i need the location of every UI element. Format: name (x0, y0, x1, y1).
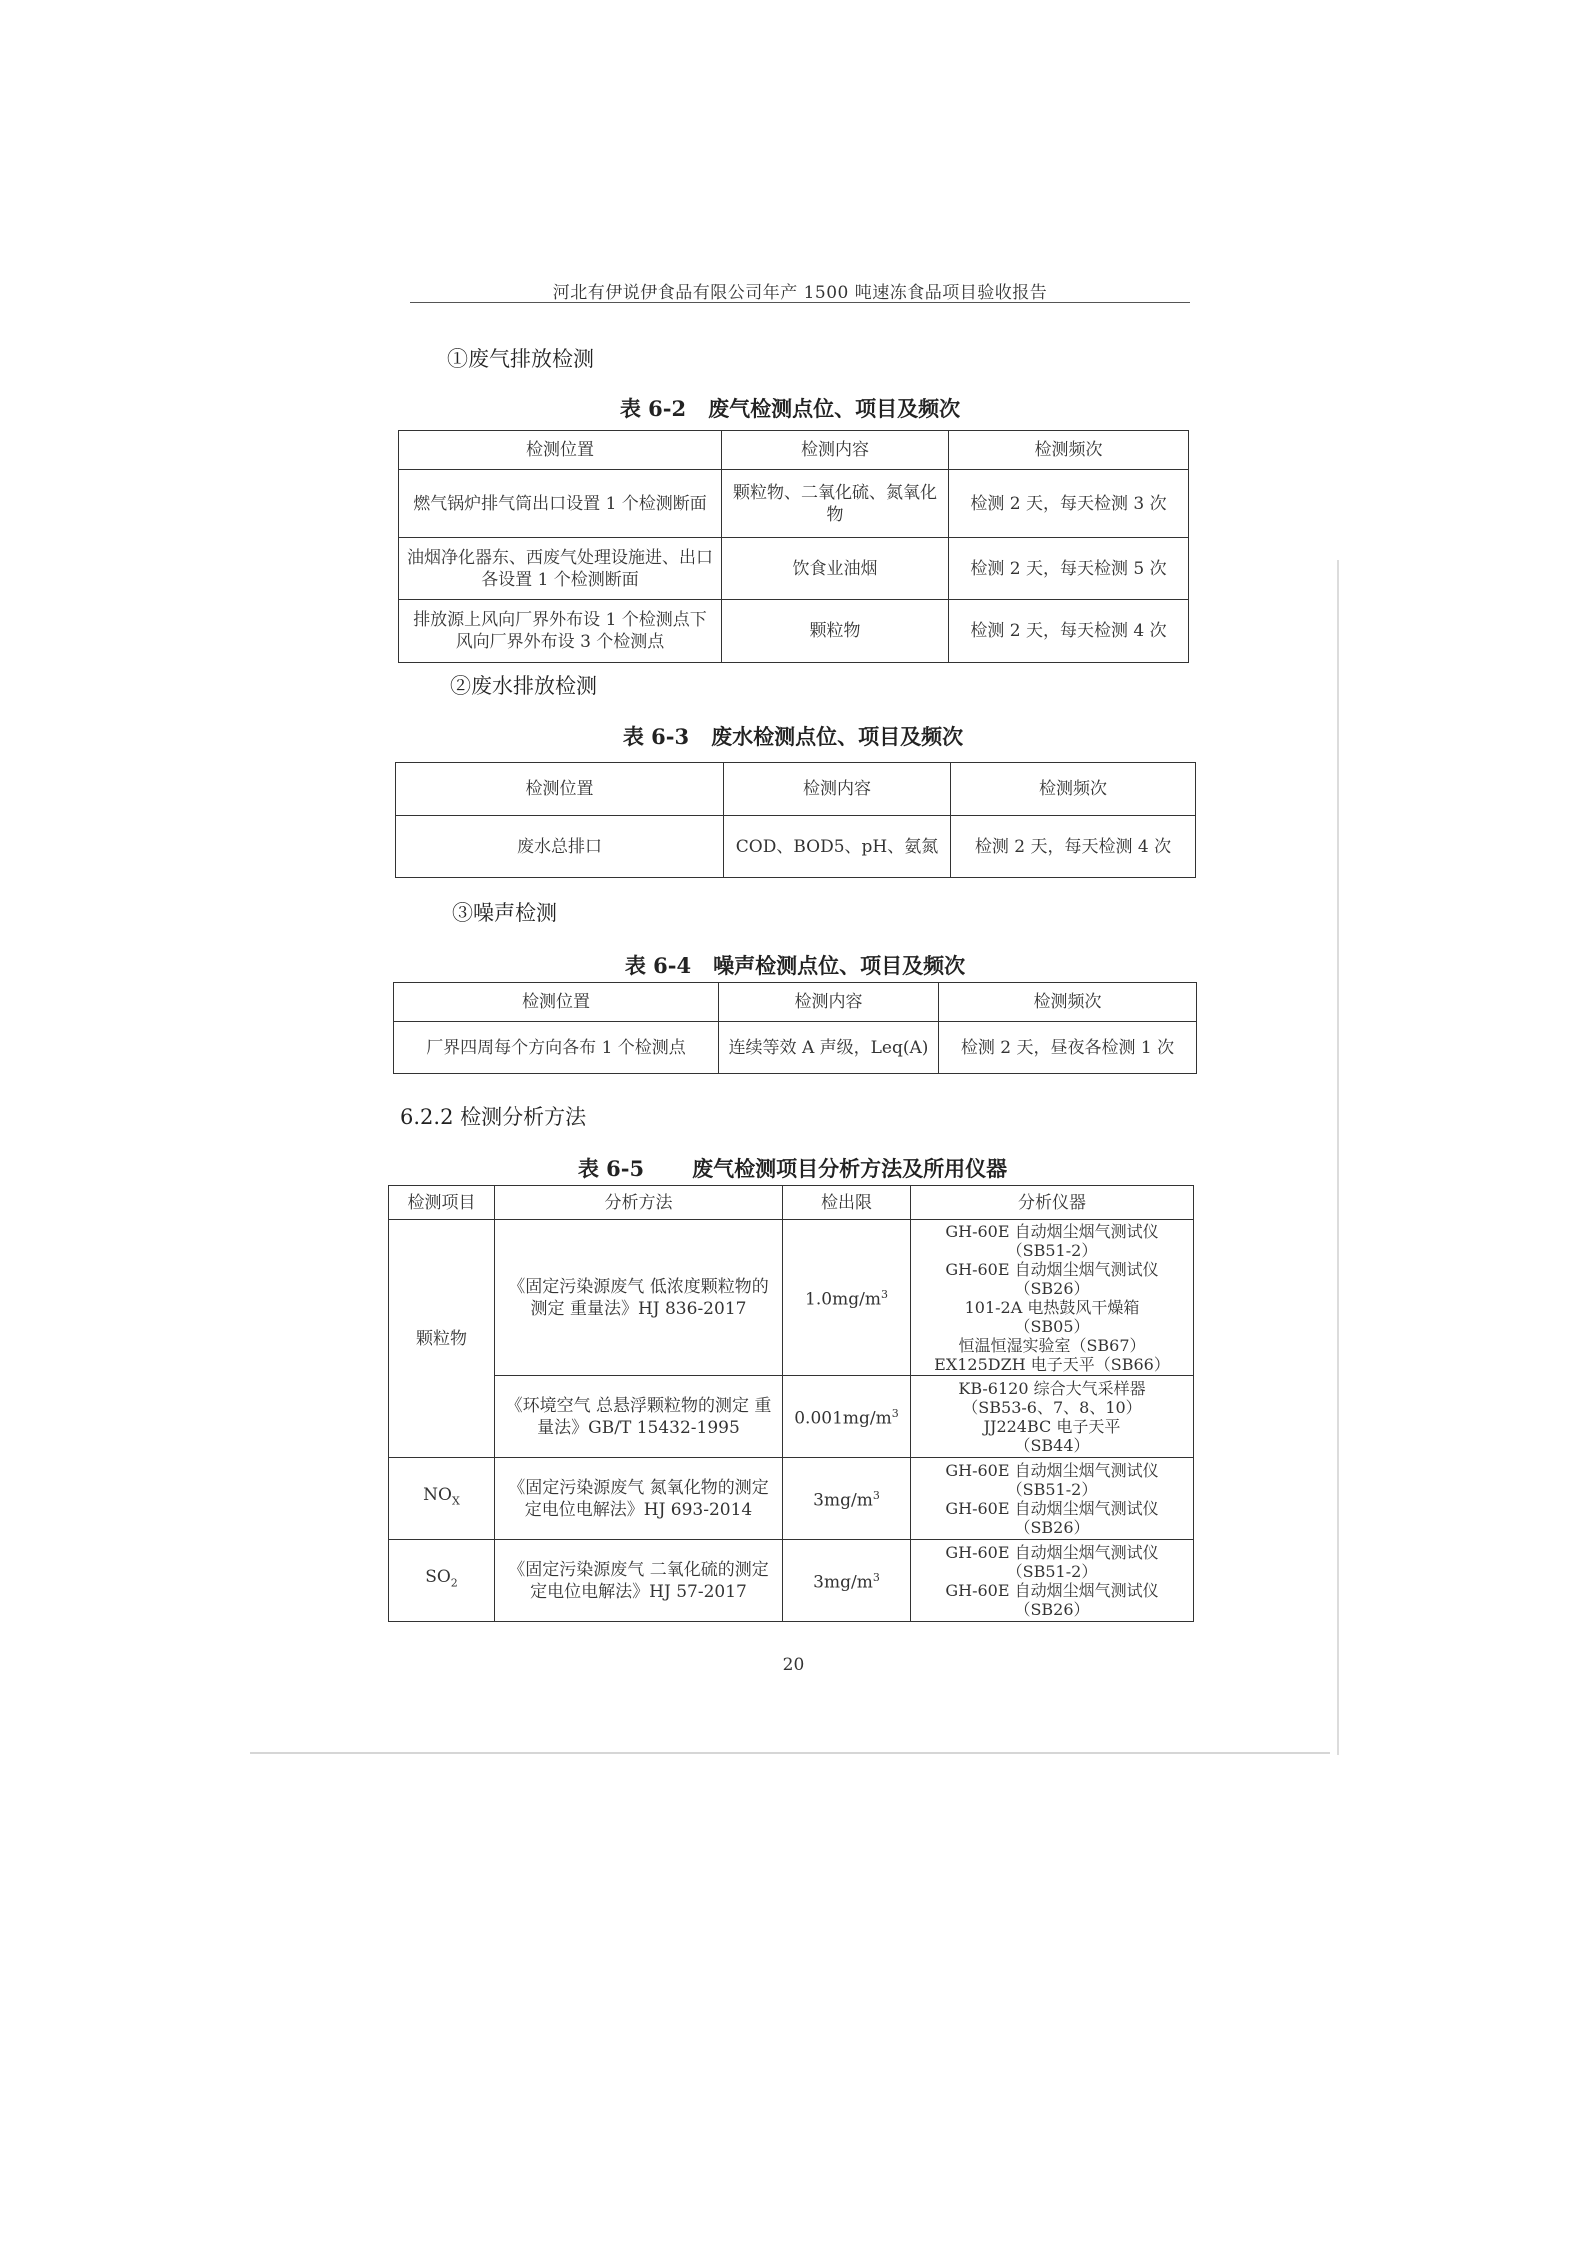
instrument-line: GH-60E 自动烟尘烟气测试仪 (945, 1580, 1159, 1600)
header-cell: 分析方法 (495, 1186, 783, 1220)
item-nox: NO (423, 1485, 452, 1506)
table-cell-instruments (911, 1458, 1194, 1540)
table-cell-method: 《固定污染源废气 低浓度颗粒物的测定 重量法》HJ 836-2017 (495, 1220, 783, 1376)
header-cell: 检测位置 (396, 763, 724, 816)
table-cell: 排放源上风向厂界外布设 1 个检测点下风向厂界外布设 3 个检测点 (399, 600, 722, 663)
report-header-title: 河北有伊说伊食品有限公司年产 1500 吨速冻食品项目验收报告 (552, 283, 1048, 303)
unit-superscript: 3 (872, 1489, 880, 1503)
instrument-line: GH-60E 自动烟尘烟气测试仪 (945, 1259, 1159, 1279)
section-analysis-methods-heading: 6.2.2 检测分析方法 (400, 1105, 587, 1129)
table-cell: 废水总排口 (396, 816, 724, 878)
table-header-row (394, 983, 1197, 1022)
table-cell: 检测 2 天，每天检测 3 次 (949, 470, 1189, 538)
table-row (389, 1376, 1194, 1458)
table-row (396, 816, 1196, 878)
header-cell: 检出限 (783, 1186, 911, 1220)
table-cell-item (389, 1458, 495, 1540)
header-cell: 检测频次 (951, 763, 1196, 816)
limit-value: 3mg/m (813, 1490, 873, 1511)
table-cell: 检测 2 天，每天检测 4 次 (951, 816, 1196, 878)
table-6-4-title: 噪声检测点位、项目及频次 (713, 953, 966, 978)
instrument-line: 恒温恒湿实验室（SB67） (958, 1335, 1146, 1355)
table-6-5-number: 表 6-5 (577, 1156, 645, 1181)
table-cell: 颗粒物 (722, 600, 949, 663)
table-6-5-title: 废气检测项目分析方法及所用仪器 (692, 1156, 1008, 1181)
table-cell: 燃气锅炉排气筒出口设置 1 个检测断面 (399, 470, 722, 538)
table-row (389, 1540, 1194, 1622)
section-noise-heading: ③噪声检测 (452, 901, 557, 925)
table-cell: COD、BOD5、pH、氨氮 (724, 816, 951, 878)
instrument-line: JJ224BC 电子天平 (983, 1416, 1121, 1436)
table-cell: 饮食业油烟 (722, 538, 949, 600)
instrument-line: （SB51-2） (1006, 1479, 1098, 1499)
table-6-4 (393, 982, 1197, 1074)
instrument-line: KB-6120 综合大气采样器 (958, 1378, 1146, 1398)
page-number: 20 (782, 1655, 805, 1675)
table-6-5 (388, 1185, 1194, 1622)
limit-value: 1.0mg/m (805, 1289, 881, 1310)
section-exhaust-heading: ①废气排放检测 (447, 347, 594, 371)
instrument-line: GH-60E 自动烟尘烟气测试仪 (945, 1221, 1159, 1241)
table-header-row (389, 1186, 1194, 1220)
limit-value: 0.001mg/m (794, 1408, 892, 1429)
table-row (399, 600, 1189, 663)
table-6-4-number: 表 6-4 (624, 953, 692, 978)
table-header-row (396, 763, 1196, 816)
scan-edge-line (250, 1752, 1330, 1754)
table-cell: 检测 2 天，昼夜各检测 1 次 (939, 1022, 1197, 1074)
instrument-line: GH-60E 自动烟尘烟气测试仪 (945, 1498, 1159, 1518)
instrument-line: （SB44） (1014, 1435, 1090, 1455)
table-6-3-title: 废水检测点位、项目及频次 (711, 724, 964, 749)
item-subscript: X (451, 1494, 460, 1508)
table-cell-instruments (911, 1540, 1194, 1622)
instrument-line: （SB26） (1014, 1599, 1090, 1619)
header-cell: 检测位置 (394, 983, 719, 1022)
header-cell: 检测位置 (399, 431, 722, 470)
table-6-2-number: 表 6-2 (619, 396, 687, 421)
table-6-2 (398, 430, 1189, 663)
header-divider (410, 302, 1190, 303)
limit-value: 3mg/m (813, 1572, 873, 1593)
section-wastewater-heading: ②废水排放检测 (450, 674, 597, 698)
header-cell: 检测内容 (724, 763, 951, 816)
table-cell-item: 颗粒物 (389, 1220, 495, 1458)
instrument-line: （SB51-2） (1006, 1561, 1098, 1581)
table-cell-method: 《固定污染源废气 二氧化硫的测定 定电位电解法》HJ 57-2017 (495, 1540, 783, 1622)
header-cell: 检测内容 (719, 983, 939, 1022)
table-row (399, 470, 1189, 538)
table-cell-method: 《固定污染源废气 氮氧化物的测定 定电位电解法》HJ 693-2014 (495, 1458, 783, 1540)
table-6-2-caption (395, 393, 1185, 423)
instrument-line: （SB05） (1014, 1316, 1090, 1336)
table-header-row (399, 431, 1189, 470)
table-cell-limit (783, 1220, 911, 1376)
table-6-2-title: 废气检测点位、项目及频次 (708, 396, 961, 421)
table-6-5-caption (390, 1153, 1195, 1183)
header-cell: 检测频次 (939, 983, 1197, 1022)
table-cell-item (389, 1540, 495, 1622)
header-cell: 检测频次 (949, 431, 1189, 470)
table-cell: 油烟净化器东、西废气处理设施进、出口各设置 1 个检测断面 (399, 538, 722, 600)
item-subscript: 2 (450, 1576, 458, 1590)
table-6-3-caption (393, 721, 1193, 751)
table-row (394, 1022, 1197, 1074)
unit-superscript: 3 (891, 1407, 899, 1421)
instrument-line: （SB26） (1014, 1517, 1090, 1537)
instrument-line: GH-60E 自动烟尘烟气测试仪 (945, 1542, 1159, 1562)
table-cell: 连续等效 A 声级，Leq(A) (719, 1022, 939, 1074)
table-cell: 检测 2 天，每天检测 4 次 (949, 600, 1189, 663)
instrument-line: EX125DZH 电子天平（SB66） (934, 1354, 1170, 1374)
table-6-3 (395, 762, 1196, 878)
table-cell: 厂界四周每个方向各布 1 个检测点 (394, 1022, 719, 1074)
table-cell-instruments (911, 1220, 1194, 1376)
table-6-4-caption (390, 950, 1200, 980)
item-so2: SO (425, 1567, 451, 1588)
scan-edge-line (1337, 560, 1339, 1755)
table-cell: 检测 2 天，每天检测 5 次 (949, 538, 1189, 600)
table-cell-limit (783, 1376, 911, 1458)
instrument-line: （SB53-6、7、8、10） (962, 1397, 1142, 1417)
instrument-line: （SB51-2） (1006, 1240, 1098, 1260)
header-cell: 检测项目 (389, 1186, 495, 1220)
table-row (399, 538, 1189, 600)
table-row (389, 1220, 1194, 1376)
table-cell-limit (783, 1540, 911, 1622)
header-cell: 分析仪器 (911, 1186, 1194, 1220)
table-cell: 颗粒物、二氧化硫、氮氧化物 (722, 470, 949, 538)
table-cell-limit (783, 1458, 911, 1540)
table-cell-instruments (911, 1376, 1194, 1458)
instrument-line: 101-2A 电热鼓风干燥箱 (964, 1297, 1140, 1317)
unit-superscript: 3 (880, 1288, 888, 1302)
table-cell-method: 《环境空气 总悬浮颗粒物的测定 重量法》GB/T 15432-1995 (495, 1376, 783, 1458)
table-6-3-number: 表 6-3 (622, 724, 690, 749)
instrument-line: GH-60E 自动烟尘烟气测试仪 (945, 1460, 1159, 1480)
table-row (389, 1458, 1194, 1540)
unit-superscript: 3 (872, 1571, 880, 1585)
header-cell: 检测内容 (722, 431, 949, 470)
instrument-line: （SB26） (1014, 1278, 1090, 1298)
